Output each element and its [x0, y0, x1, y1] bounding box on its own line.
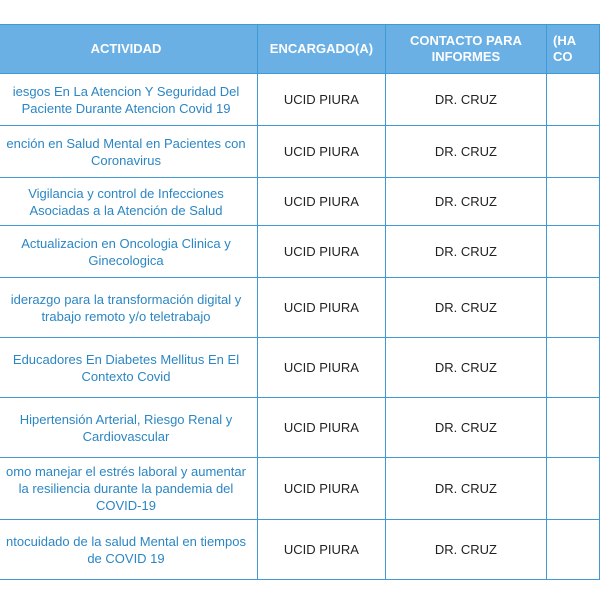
horario-cell	[547, 458, 600, 520]
encargado-cell: UCID PIURA	[258, 398, 386, 458]
activity-cell[interactable]	[0, 338, 258, 398]
encargado-cell: UCID PIURA	[258, 178, 386, 226]
activity-link[interactable]: Actualizacion en Oncologia Clinica y Ginecologica	[21, 235, 231, 268]
activity-cell[interactable]	[0, 278, 258, 338]
activity-cell[interactable]	[0, 458, 258, 520]
activity-link[interactable]: Vigilancia y control de Infecciones Asociadas a la Atención de Salud	[28, 185, 224, 218]
activity-link[interactable]: iderazgo para la transformación digital y trabajo remoto y/o teletrabajo	[10, 291, 242, 324]
horario-cell	[547, 338, 600, 398]
encargado-cell: UCID PIURA	[258, 126, 386, 178]
activity-link[interactable]: Educadores En Diabetes Mellitus En El Contexto Covid	[12, 351, 240, 384]
table-row	[0, 458, 600, 520]
activity-cell[interactable]	[0, 126, 258, 178]
encargado-cell: UCID PIURA	[258, 278, 386, 338]
courses-table-container	[0, 24, 600, 580]
activity-link[interactable]: ención en Salud Mental en Pacientes con Coronavirus	[6, 135, 246, 168]
activity-link[interactable]: omo manejar el estrés laboral y aumentar la resiliencia durante la pandemia del COVID-19	[6, 464, 246, 513]
activity-cell[interactable]	[0, 178, 258, 226]
horario-cell	[547, 226, 600, 278]
table-row	[0, 226, 600, 278]
activity-cell[interactable]	[0, 398, 258, 458]
table-row	[0, 74, 600, 126]
horario-cell	[547, 278, 600, 338]
encargado-cell: UCID PIURA	[258, 458, 386, 520]
contacto-cell: DR. CRUZ	[385, 520, 546, 580]
contacto-cell: DR. CRUZ	[385, 226, 546, 278]
contacto-cell: DR. CRUZ	[385, 398, 546, 458]
encargado-cell: UCID PIURA	[258, 338, 386, 398]
horario-cell	[547, 178, 600, 226]
horario-cell	[547, 126, 600, 178]
encargado-cell: UCID PIURA	[258, 520, 386, 580]
courses-table	[0, 24, 600, 580]
table-header-row	[0, 25, 600, 74]
contacto-cell: DR. CRUZ	[385, 178, 546, 226]
table-row	[0, 398, 600, 458]
contacto-cell: DR. CRUZ	[385, 338, 546, 398]
horario-cell	[547, 520, 600, 580]
encargado-cell: UCID PIURA	[258, 226, 386, 278]
activity-cell[interactable]	[0, 226, 258, 278]
contacto-cell: DR. CRUZ	[385, 74, 546, 126]
activity-link[interactable]: ntocuidado de la salud Mental en tiempos de COVID 19	[6, 533, 246, 566]
table-row	[0, 278, 600, 338]
header-encargado: ENCARGADO(A)	[258, 25, 386, 74]
contacto-cell: DR. CRUZ	[385, 126, 546, 178]
activity-link[interactable]: Hipertensión Arterial, Riesgo Renal y Cardiovascular	[19, 411, 233, 444]
header-horario: (HA CO	[547, 25, 600, 74]
contacto-cell: DR. CRUZ	[385, 458, 546, 520]
table-row	[0, 338, 600, 398]
table-row	[0, 178, 600, 226]
activity-cell[interactable]	[0, 74, 258, 126]
contacto-cell: DR. CRUZ	[385, 278, 546, 338]
header-actividad: ACTIVIDAD	[0, 25, 258, 74]
header-contacto: CONTACTO PARA INFORMES	[385, 25, 546, 74]
activity-link[interactable]: iesgos En La Atencion Y Seguridad Del Paciente Durante Atencion Covid 19	[12, 83, 240, 116]
horario-cell	[547, 398, 600, 458]
table-row	[0, 126, 600, 178]
encargado-cell: UCID PIURA	[258, 74, 386, 126]
table-row	[0, 520, 600, 580]
horario-cell	[547, 74, 600, 126]
activity-cell[interactable]	[0, 520, 258, 580]
